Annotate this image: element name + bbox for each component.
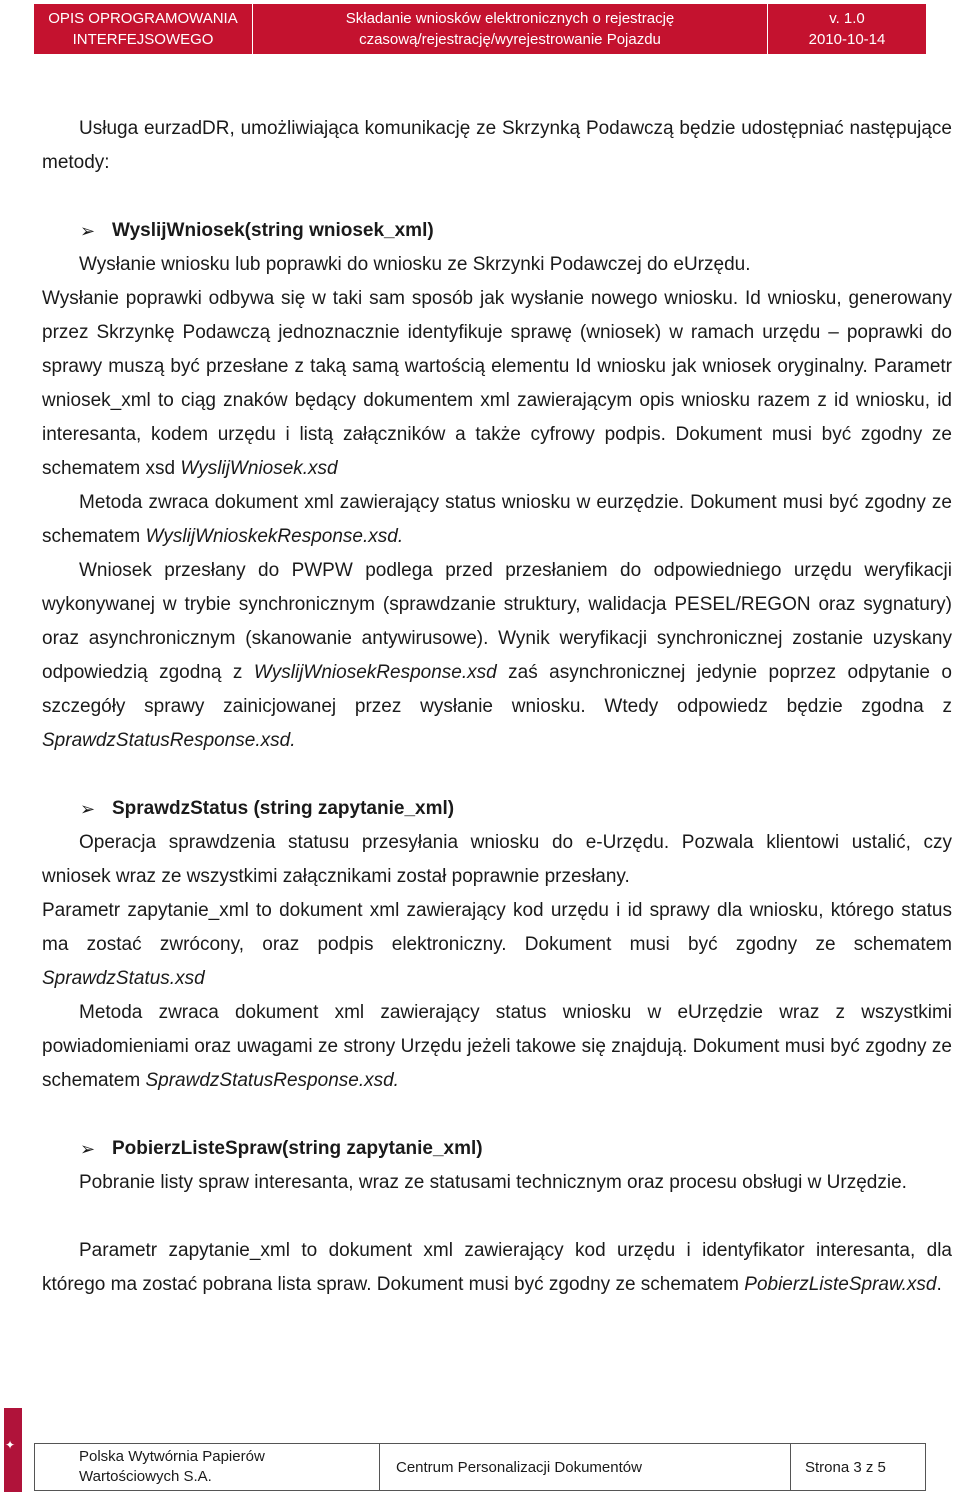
arrowhead-bullet-icon: ➢	[80, 799, 96, 819]
logo-mark-icon: ✦	[5, 1438, 16, 1452]
pobierz-p2-end: .	[936, 1274, 942, 1295]
wyslij-p2-text: Metoda zwraca dokument xml zawierający status wniosku w eurzędzie. Dokument musi być zgodny ze schematem	[42, 492, 952, 547]
wyslij-p3-schema-1: WyslijWniosekResponse.xsd	[253, 662, 497, 683]
wyslij-p2-schema: WyslijWnioskekResponse.xsd.	[145, 526, 404, 547]
page-footer	[34, 1443, 926, 1491]
header-version: v. 1.0	[829, 10, 865, 27]
wyslij-p3-schema-2: SprawdzStatusResponse.xsd.	[42, 730, 296, 751]
footer-company-line1: Polska Wytwórnia Papierów	[79, 1448, 265, 1465]
footer-company	[35, 1444, 380, 1490]
header-doc-title-line2: czasową/rejestrację/wyrejestrowanie Pojazdu	[359, 31, 661, 48]
sprawdz-p2-schema: SprawdzStatus.xsd	[42, 968, 205, 989]
header-doc-type-line2: INTERFEJSOWEGO	[72, 31, 214, 48]
wyslij-p1-schema: WyslijWniosek.xsd	[180, 458, 338, 479]
wyslij-paragraph-2	[42, 486, 952, 554]
method-title-pobierz: PobierzListeSpraw(string zapytanie_xml)	[112, 1138, 483, 1159]
header-doc-title-line1: Składanie wniosków elektronicznych o rejestrację	[345, 10, 675, 27]
method-title-sprawdz: SprawdzStatus (string zapytanie_xml)	[112, 798, 455, 819]
page-header	[34, 4, 926, 54]
wyslij-line1: Wysłanie wniosku lub poprawki do wniosku ze Skrzynki Podawczej do eUrzędu.	[79, 254, 751, 275]
pobierz-p2-schema: PobierzListeSpraw.xsd	[744, 1274, 937, 1295]
pobierz-paragraph-1: Pobranie listy spraw interesanta, wraz ze statusami technicznym oraz procesu obsługi w Urzędzie.	[79, 1172, 907, 1193]
footer-page-number: Strona 3 z 5	[805, 1458, 886, 1476]
method-heading-wyslij	[42, 214, 952, 248]
header-date: 2010-10-14	[808, 31, 886, 48]
footer-center: Centrum Personalizacji Dokumentów	[380, 1444, 791, 1490]
wyslij-paragraph-3	[42, 554, 952, 758]
footer-company-line2: Wartościowych S.A.	[79, 1468, 212, 1485]
sprawdz-p3-schema: SprawdzStatusResponse.xsd.	[145, 1070, 399, 1091]
header-version-block	[768, 4, 926, 54]
sprawdz-p2-text: Parametr zapytanie_xml to dokument xml zawierający kod urzędu i id sprawy dla wniosku, którego status ma zostać zwrócony, oraz podpis elektroniczny. Dokument musi być zgodny ze schematem	[42, 900, 952, 955]
pobierz-p2-text: Parametr zapytanie_xml to dokument xml zawierający kod urzędu i identyfikator interesanta, dla którego ma zostać pobrana lista spraw. Dokument musi być zgodny ze schematem	[42, 1240, 952, 1295]
method-title-wyslij: WyslijWniosek(string wniosek_xml)	[112, 220, 434, 241]
method-heading-sprawdz	[42, 792, 952, 826]
arrowhead-bullet-icon: ➢	[80, 221, 96, 241]
intro-paragraph: Usługa eurzadDR, umożliwiająca komunikację ze Skrzynką Podawczą będzie udostępniać następujące metody:	[42, 118, 952, 173]
wyslij-p1-text: Wysłanie poprawki odbywa się w taki sam sposób jak wysłanie nowego wniosku. Id wniosku, generowany przez Skrzynkę Podawczą jednoznacznie identyfikuje sprawę (wniosek) w ramach urzędu – poprawki do sprawy muszą być przesłane z taką samą wartością elementu Id wniosku jak wniosek oryginalny. Parametr wniosek_xml to ciąg znaków będący dokumentem xml zawierającym opis wniosku razem z id wniosku, id interesanta, kodem urzędu i listą załączników a także cyfrowy podpis. Dokument musi być zgodny ze schematem xsd	[42, 288, 952, 479]
header-doc-title	[253, 4, 768, 54]
arrowhead-bullet-icon: ➢	[80, 1139, 96, 1159]
wyslij-p3-text-b: zaś asynchronicznej jedynie poprzez odpytanie o szczegóły sprawy zainicjowanej przez wysłanie wniosku. Wtedy odpowiedz będzie zgodna z	[42, 662, 952, 717]
sprawdz-paragraph-2	[42, 894, 952, 996]
header-doc-type	[34, 4, 253, 54]
pobierz-paragraph-2	[42, 1234, 952, 1302]
header-doc-type-line1: OPIS OPROGRAMOWANIA	[48, 10, 238, 27]
page-body	[42, 112, 952, 1302]
sprawdz-paragraph-1: Operacja sprawdzenia statusu przesyłania wniosku do e-Urzędu. Pozwala klientowi ustalić, czy wniosek wraz ze wszystkimi załącznikami został poprawnie przesłany.	[42, 832, 952, 887]
sprawdz-paragraph-3	[42, 996, 952, 1098]
wyslij-paragraph-1	[42, 282, 952, 486]
wyslij-p3-text-a: Wniosek przesłany do PWPW podlega przed przesłaniem do odpowiedniego urzędu weryfikacji wykonywanej w trybie synchronicznym (sprawdzanie struktury, walidacja PESEL/REGON oraz sygnatury) oraz asynchronicznym (skanowanie antywirusowe). Wynik weryfikacji synchronicznej zostanie uzyskany odpowiedzią zgodną z	[42, 560, 952, 683]
method-heading-pobierz	[42, 1132, 952, 1166]
side-logo-badge	[4, 1408, 22, 1492]
sprawdz-p3-text: Metoda zwraca dokument xml zawierający status wniosku w eUrzędzie wraz z wszystkimi powiadomieniami oraz uwagami ze strony Urzędu jeżeli takowe się znajdują. Dokument musi być zgodny ze schematem	[42, 1002, 952, 1091]
